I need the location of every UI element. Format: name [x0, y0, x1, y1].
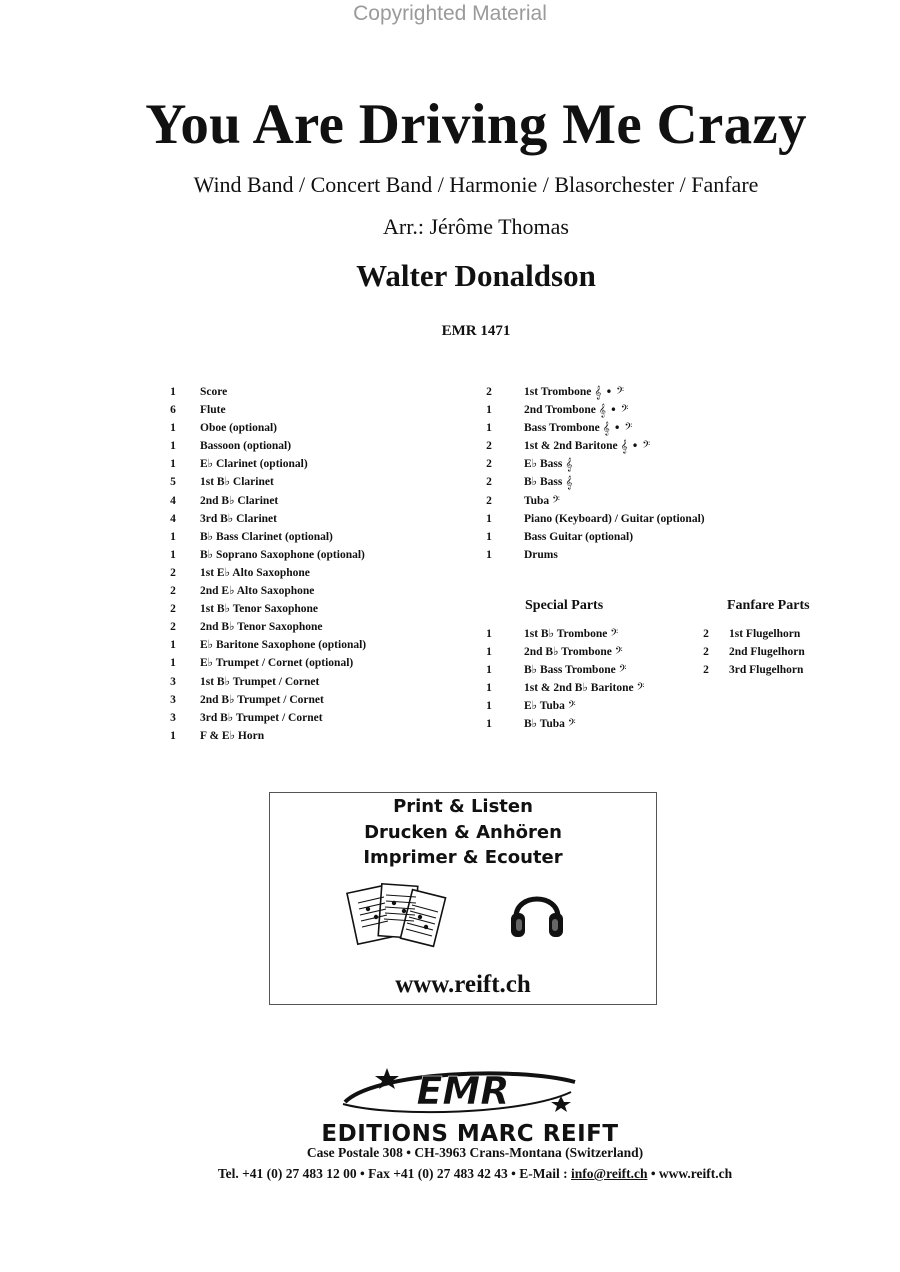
publisher-name: EDITIONS MARC REIFT	[321, 1121, 619, 1147]
parts-list-right	[476, 383, 708, 564]
clef-icon: 𝄢	[567, 717, 576, 732]
part-name: B♭ Bass Clarinet (optional)	[200, 530, 333, 543]
fanfare-parts-list	[693, 625, 805, 679]
part-quantity: 2	[703, 628, 709, 640]
part-row	[476, 661, 644, 679]
part-name: E♭ Baritone Saxophone (optional)	[200, 639, 367, 652]
headphones-icon	[508, 881, 566, 948]
part-row	[160, 691, 366, 709]
part-quantity: 1	[170, 458, 176, 471]
part-row	[160, 673, 366, 691]
part-row	[476, 437, 708, 455]
part-quantity: 1	[170, 548, 176, 561]
composer: Walter Donaldson	[356, 258, 596, 293]
part-row	[476, 383, 708, 401]
part-quantity: 1	[486, 718, 492, 731]
part-name: E♭ Clarinet (optional)	[200, 458, 308, 471]
part-quantity: 1	[170, 639, 176, 652]
part-row	[476, 697, 644, 715]
part-quantity: 2	[486, 476, 492, 489]
part-quantity: 1	[170, 530, 176, 543]
part-name: 3rd B♭ Trumpet / Cornet	[200, 711, 323, 724]
part-name: Oboe (optional)	[200, 422, 277, 435]
part-row	[476, 473, 708, 491]
clef-icon: 𝄞 • 𝄢	[602, 421, 633, 436]
part-row	[160, 383, 366, 401]
watermark: Copyrighted Material	[353, 2, 547, 25]
part-name: E♭ Tuba	[524, 700, 565, 713]
part-name: 3rd Flugelhorn	[729, 664, 804, 677]
part-quantity: 2	[486, 440, 492, 453]
publisher-contact	[0, 1166, 900, 1182]
clef-icon: 𝄢	[614, 645, 623, 660]
part-name: 1st B♭ Trumpet / Cornet	[200, 675, 320, 688]
part-quantity: 1	[486, 700, 492, 713]
part-name: 1st & 2nd Baritone	[524, 440, 618, 453]
part-quantity: 1	[170, 386, 176, 398]
part-quantity: 2	[486, 494, 492, 507]
part-row	[476, 679, 644, 697]
part-quantity: 2	[703, 664, 709, 677]
part-row	[476, 492, 708, 510]
part-row	[160, 419, 366, 437]
clef-icon: 𝄞 • 𝄢	[620, 439, 651, 454]
part-quantity: 2	[486, 458, 492, 471]
part-name: 2nd B♭ Tenor Saxophone	[200, 621, 323, 634]
part-name: B♭ Bass Trombone	[524, 664, 616, 677]
parts-list-left	[160, 383, 366, 745]
fanfare-parts-heading: Fanfare Parts	[727, 598, 810, 613]
contact-email[interactable]: info@reift.ch	[571, 1166, 648, 1181]
part-row	[693, 661, 805, 679]
part-quantity: 1	[486, 548, 492, 561]
publisher-address: Case Postale 308 • CH-3963 Crans-Montana (Switzerland)	[306, 1145, 644, 1160]
part-quantity: 6	[170, 404, 176, 417]
promo-line-1: Print & Listen	[393, 796, 533, 817]
part-quantity: 1	[486, 664, 492, 677]
part-row	[160, 727, 366, 745]
part-name: 1st E♭ Alto Saxophone	[200, 566, 310, 579]
part-name: 2nd E♭ Alto Saxophone	[200, 585, 315, 598]
part-quantity: 3	[170, 711, 176, 724]
part-quantity: 1	[486, 646, 492, 659]
part-name: Bassoon (optional)	[200, 440, 292, 453]
part-row	[160, 510, 366, 528]
part-quantity: 2	[703, 646, 709, 659]
part-row	[160, 582, 366, 600]
part-row	[476, 401, 708, 419]
part-name: 1st Flugelhorn	[729, 628, 801, 640]
part-row	[693, 643, 805, 661]
part-row	[160, 654, 366, 672]
part-quantity: 2	[170, 621, 176, 634]
part-row	[160, 473, 366, 491]
contact-phone-fax: Tel. +41 (0) 27 483 12 00 • Fax +41 (0) 27 483 42 43 • E-Mail :	[217, 1166, 572, 1181]
part-name: Flute	[200, 404, 226, 417]
part-row	[160, 437, 366, 455]
clef-icon: 𝄞	[565, 475, 573, 490]
part-row	[476, 643, 644, 661]
clef-icon: 𝄢	[552, 493, 560, 508]
part-name: Bass Trombone	[524, 422, 600, 435]
part-name: 1st & 2nd B♭ Baritone	[524, 682, 634, 695]
part-row	[160, 600, 366, 618]
subtitle: Wind Band / Concert Band / Harmonie / Blasorchester / Fanfare	[193, 172, 759, 197]
part-quantity: 1	[170, 729, 176, 742]
page-title: You Are Driving Me Crazy	[145, 93, 807, 156]
sheet-music-icon	[346, 879, 448, 964]
part-name: B♭ Soprano Saxophone (optional)	[200, 548, 365, 561]
clef-icon: 𝄢	[636, 681, 645, 696]
part-quantity: 5	[170, 476, 176, 489]
part-name: 1st Trombone	[524, 386, 592, 398]
part-row	[160, 401, 366, 419]
part-quantity: 2	[486, 386, 492, 398]
part-quantity: 2	[170, 585, 176, 598]
part-name: 3rd B♭ Clarinet	[200, 512, 277, 525]
part-name: 2nd B♭ Clarinet	[200, 494, 279, 507]
part-quantity: 4	[170, 494, 176, 507]
arranger: Arr.: Jérôme Thomas	[383, 214, 569, 239]
part-row	[160, 709, 366, 727]
part-quantity: 1	[486, 512, 492, 525]
part-quantity: 1	[170, 440, 176, 453]
part-name: Score	[200, 386, 228, 398]
part-name: Tuba	[524, 494, 550, 507]
part-name: B♭ Tuba	[524, 718, 565, 731]
part-row	[160, 564, 366, 582]
part-name: E♭ Trumpet / Cornet (optional)	[200, 657, 354, 670]
special-parts-heading: Special Parts	[525, 598, 604, 613]
part-quantity: 1	[486, 628, 492, 640]
part-name: Piano (Keyboard) / Guitar (optional)	[524, 512, 705, 525]
part-name: Drums	[524, 548, 558, 561]
part-quantity: 1	[486, 530, 492, 543]
part-quantity: 1	[486, 422, 492, 435]
promo-line-2: Drucken & Anhören	[364, 821, 562, 843]
part-name: F & E♭ Horn	[200, 729, 265, 742]
part-row	[476, 455, 708, 473]
clef-icon: 𝄞	[565, 457, 573, 472]
part-row	[476, 510, 708, 528]
print-listen-box	[269, 792, 657, 1005]
clef-icon: 𝄢	[618, 663, 627, 678]
part-row	[476, 715, 644, 733]
part-quantity: 2	[170, 603, 176, 616]
special-parts-list	[476, 625, 644, 734]
part-name: 1st B♭ Tenor Saxophone	[200, 603, 319, 616]
part-quantity: 1	[170, 422, 176, 435]
part-quantity: 2	[170, 566, 176, 579]
clef-icon: 𝄢	[567, 699, 576, 714]
part-row	[160, 546, 366, 564]
part-quantity: 3	[170, 693, 176, 706]
part-row	[160, 636, 366, 654]
catalog-number: EMR 1471	[441, 323, 511, 339]
clef-icon: 𝄞 • 𝄢	[594, 385, 624, 399]
part-row	[160, 455, 366, 473]
part-row	[476, 546, 708, 564]
part-name: B♭ Bass	[524, 476, 563, 489]
part-name: 2nd Flugelhorn	[729, 646, 805, 659]
part-name: 2nd B♭ Trombone	[524, 646, 612, 659]
part-quantity: 1	[170, 657, 176, 670]
part-name: Bass Guitar (optional)	[524, 530, 634, 543]
part-quantity: 4	[170, 512, 176, 525]
part-name: 2nd Trombone	[524, 404, 596, 417]
clef-icon: 𝄢	[610, 627, 619, 641]
part-name: 1st B♭ Trombone	[524, 628, 608, 640]
emr-logo	[335, 1062, 585, 1127]
part-row	[693, 625, 805, 643]
part-row	[476, 528, 708, 546]
part-quantity: 1	[486, 682, 492, 695]
part-row	[160, 492, 366, 510]
part-name: E♭ Bass	[524, 458, 563, 471]
part-row	[476, 625, 644, 643]
part-row	[160, 528, 366, 546]
part-quantity: 3	[170, 675, 176, 688]
contact-website[interactable]: • www.reift.ch	[647, 1166, 733, 1181]
part-name: 2nd B♭ Trumpet / Cornet	[200, 693, 324, 706]
part-row	[160, 618, 366, 636]
promo-url[interactable]: www.reift.ch	[395, 971, 531, 998]
part-quantity: 1	[486, 404, 492, 417]
promo-line-3: Imprimer & Ecouter	[363, 847, 563, 868]
part-row	[476, 419, 708, 437]
part-name: 1st B♭ Clarinet	[200, 476, 274, 489]
logo-text: EMR	[416, 1069, 510, 1113]
clef-icon: 𝄞 • 𝄢	[598, 403, 629, 418]
